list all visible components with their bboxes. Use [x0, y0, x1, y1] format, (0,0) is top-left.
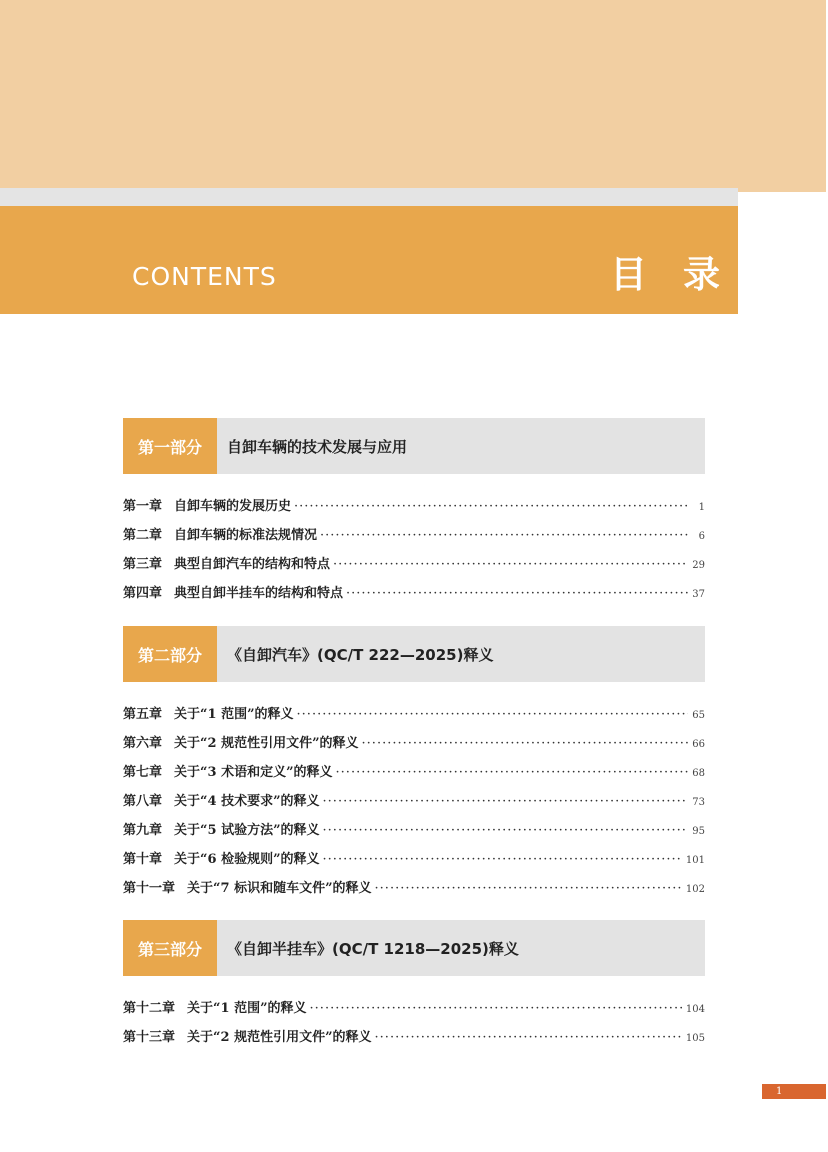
page-number: 102 [685, 884, 705, 895]
toc-entry[interactable] [123, 994, 705, 1023]
chapter-title: 关于“7 标识和随车文件”的释义 [187, 881, 372, 896]
part-title: 《自卸半挂车》(QC/T 1218—2025)释义 [227, 939, 519, 958]
dot-leader [310, 994, 683, 1023]
dot-leader [297, 700, 688, 729]
toc-entry[interactable] [123, 492, 705, 521]
chapter-number: 第二章 [123, 528, 163, 543]
toc-entry[interactable] [123, 521, 705, 550]
page-number-tab: 1 [762, 1084, 826, 1099]
toc-entry[interactable] [123, 845, 705, 874]
gray-divider-band [0, 188, 738, 206]
chapter-number: 第六章 [123, 736, 163, 751]
toc-list-part-3 [123, 994, 705, 1052]
chapter-number: 第五章 [123, 707, 163, 722]
page-number: 1 [698, 502, 705, 513]
part-tag: 第二部分 [123, 626, 217, 682]
chapter-number: 第十一章 [123, 881, 176, 896]
dot-leader [346, 579, 688, 608]
chapter-title: 自卸车辆的标准法规情况 [174, 528, 318, 543]
chapter-title: 关于“5 试验方法”的释义 [174, 823, 320, 838]
toc-entry[interactable] [123, 550, 705, 579]
chapter-number: 第一章 [123, 499, 163, 514]
contents-heading-en: CONTENTS [132, 262, 277, 291]
chapter-number: 第四章 [123, 586, 163, 601]
dot-leader [333, 550, 688, 579]
chapter-number: 第八章 [123, 794, 163, 809]
chapter-number: 第九章 [123, 823, 163, 838]
page-number: 101 [685, 855, 705, 866]
chapter-title: 典型自卸半挂车的结构和特点 [174, 586, 344, 601]
toc-entry[interactable] [123, 579, 705, 608]
dot-leader [294, 492, 688, 521]
chapter-title: 关于“1 范围”的释义 [187, 1001, 307, 1016]
dot-leader [375, 1023, 683, 1052]
chapter-title: 关于“4 技术要求”的释义 [174, 794, 320, 809]
page-number: 68 [692, 768, 705, 779]
part-tag: 第一部分 [123, 418, 217, 474]
dot-leader [320, 521, 688, 550]
chapter-title: 典型自卸汽车的结构和特点 [174, 557, 331, 572]
page-number: 29 [692, 560, 705, 571]
chapter-title: 关于“2 规范性引用文件”的释义 [174, 736, 359, 751]
toc-entry[interactable] [123, 816, 705, 845]
chapter-title: 关于“6 检验规则”的释义 [174, 852, 320, 867]
chapter-number: 第十章 [123, 852, 163, 867]
chapter-number: 第十三章 [123, 1030, 176, 1045]
dot-leader [323, 845, 683, 874]
chapter-title: 关于“2 规范性引用文件”的释义 [187, 1030, 372, 1045]
toc-entry[interactable] [123, 729, 705, 758]
page-number: 73 [692, 797, 705, 808]
dot-leader [323, 787, 688, 816]
chapter-title: 关于“1 范围”的释义 [174, 707, 294, 722]
chapter-number: 第十二章 [123, 1001, 176, 1016]
part-header-3 [123, 920, 705, 976]
toc-list-part-1 [123, 492, 705, 608]
part-title: 自卸车辆的技术发展与应用 [227, 437, 408, 456]
chapter-number: 第三章 [123, 557, 163, 572]
dot-leader [375, 874, 683, 903]
page-number: 65 [692, 710, 705, 721]
part-header-2 [123, 626, 705, 682]
toc-entry[interactable] [123, 1023, 705, 1052]
toc-entry[interactable] [123, 874, 705, 903]
page-number: 104 [685, 1004, 705, 1015]
toc-entry[interactable] [123, 700, 705, 729]
dot-leader [336, 758, 688, 787]
top-decorative-band [0, 0, 826, 192]
dot-leader [362, 729, 688, 758]
toc-entry[interactable] [123, 787, 705, 816]
part-header-1 [123, 418, 705, 474]
page-number: 66 [692, 739, 705, 750]
toc-list-part-2 [123, 700, 705, 903]
chapter-title: 关于“3 术语和定义”的释义 [174, 765, 333, 780]
page-number: 95 [692, 826, 705, 837]
page-number: 37 [692, 589, 705, 600]
chapter-title: 自卸车辆的发展历史 [174, 499, 292, 514]
chapter-number: 第七章 [123, 765, 163, 780]
part-tag: 第三部分 [123, 920, 217, 976]
page-number: 6 [698, 531, 705, 542]
page-number: 105 [685, 1033, 705, 1044]
contents-heading-cn: 目录 [610, 253, 756, 296]
part-title: 《自卸汽车》(QC/T 222—2025)释义 [227, 645, 494, 664]
toc-entry[interactable] [123, 758, 705, 787]
dot-leader [323, 816, 688, 845]
